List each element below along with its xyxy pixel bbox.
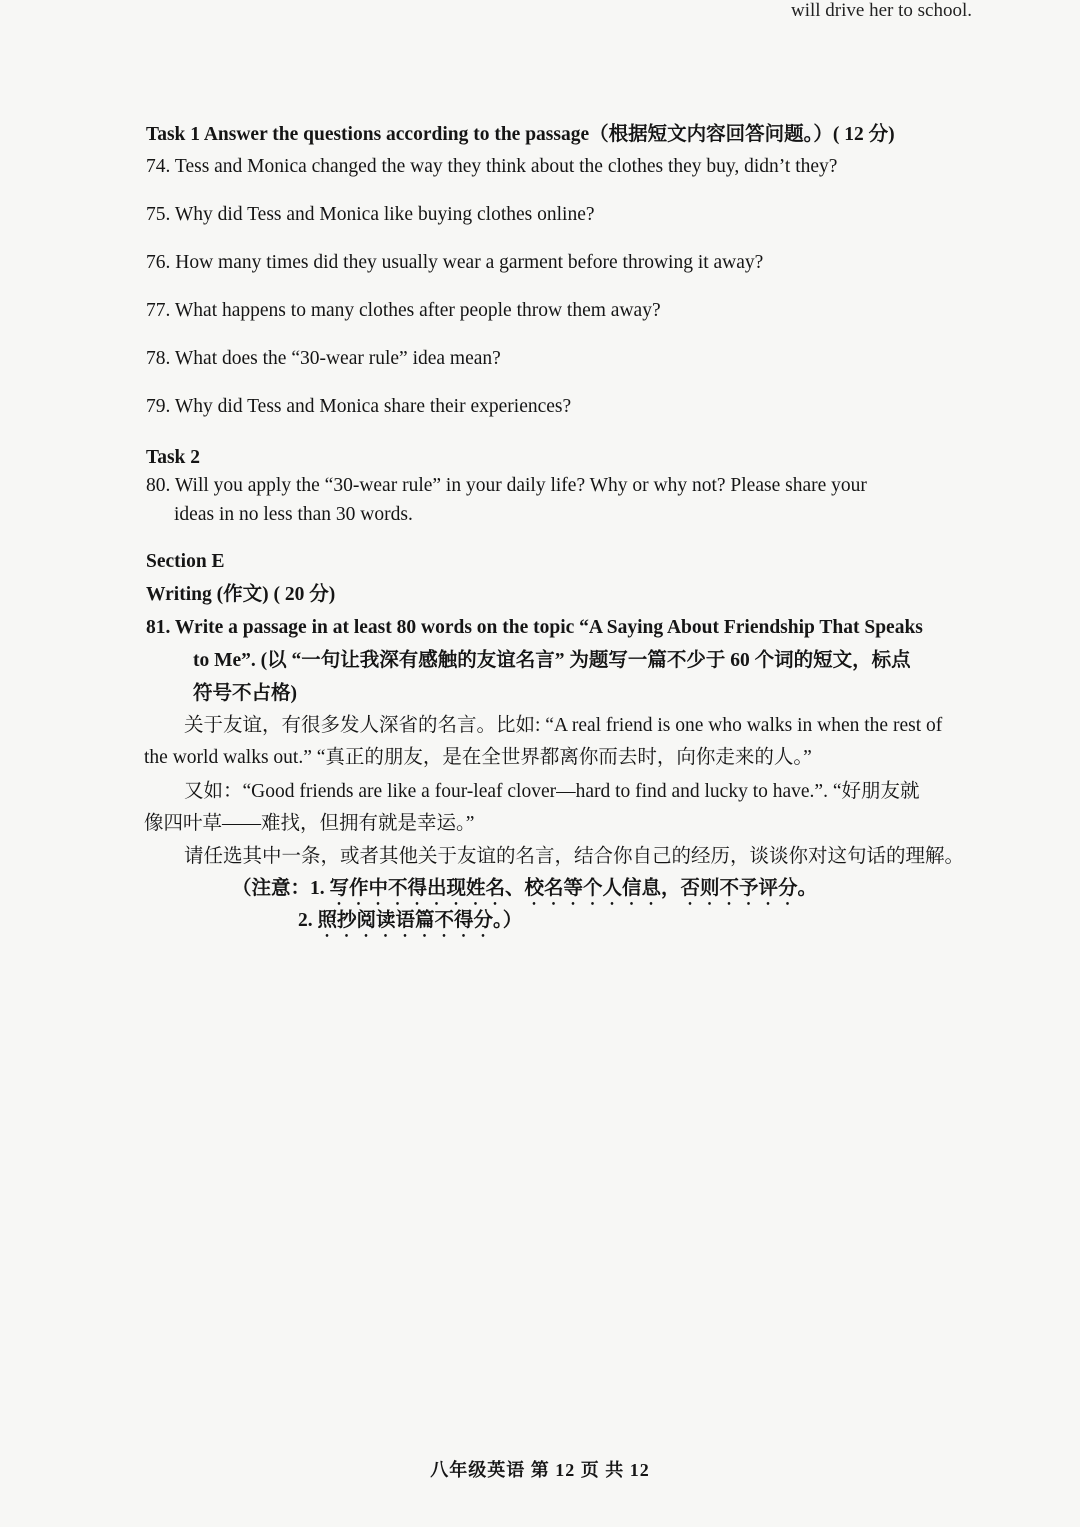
- page-footer: 八年级英语 第 12 页 共 12: [430, 1460, 650, 1480]
- paragraph3: 请任选其中一条，或者其他关于友谊的名言，结合你自己的经历，谈谈你对这句话的理解。: [184, 846, 965, 867]
- question-76: 76. How many times did they usually wear a garment before throwing it away?: [146, 252, 764, 273]
- question-80-line1: 80. Will you apply the “30-wear rule” in your daily life? Why or why not? Please share your: [146, 475, 867, 496]
- note-2-prefix: 2.: [298, 910, 318, 931]
- note-2-suffix: ）: [502, 910, 523, 931]
- paragraph1-line1: 关于友谊，有很多发人深省的名言。比如: “A real friend is one who walks in when the rest of: [184, 715, 943, 736]
- question-80-line2: ideas in no less than 30 words.: [174, 504, 413, 525]
- note-1-prefix: （注意：1.: [232, 878, 330, 899]
- question-78: 78. What does the “30-wear rule” idea mean?: [146, 348, 501, 369]
- paragraph1-line2: the world walks out.” “真正的朋友，是在全世界都离你而去时，向你走来的人。”: [144, 747, 812, 768]
- writing-heading: Writing (作文) ( 20 分): [146, 584, 336, 605]
- paragraph2-line2: 像四叶草——难找，但拥有就是幸运。”: [144, 813, 475, 834]
- note-1-emphasis: 写作中不得出现姓名、校名等个人信息，否则不予评分。: [329, 878, 818, 899]
- top-fragment-text: will drive her to school.: [791, 0, 972, 21]
- cropped-previous-text: [791, 0, 972, 22]
- question-79: 79. Why did Tess and Monica share their experiences?: [146, 396, 572, 417]
- question-81-line3: 符号不占格): [193, 683, 297, 704]
- question-81-line2: to Me”. (以 “一句让我深有感触的友谊名言” 为题写一篇不少于 60 个词的短文，标点: [193, 650, 911, 671]
- paragraph2-line1: 又如：“Good friends are like a four-leaf clover—hard to find and lucky to have.”. “好朋友就: [184, 781, 920, 802]
- task1-heading: Task 1 Answer the questions according to the passage（根据短文内容回答问题。）( 12 分): [146, 124, 895, 145]
- question-74: 74. Tess and Monica changed the way they think about the clothes they buy, didn’t they?: [146, 156, 838, 177]
- section-e-heading: Section E: [146, 551, 225, 572]
- question-77: 77. What happens to many clothes after people throw them away?: [146, 300, 661, 321]
- note-1: [232, 875, 817, 910]
- note-2-emphasis: 照抄阅读语篇不得分。: [317, 910, 503, 931]
- note-2: [298, 907, 522, 942]
- question-75: 75. Why did Tess and Monica like buying clothes online?: [146, 204, 595, 225]
- task2-heading: Task 2: [146, 447, 201, 468]
- question-81-line1: 81. Write a passage in at least 80 words on the topic “A Saying About Friendship That Speaks: [146, 617, 923, 638]
